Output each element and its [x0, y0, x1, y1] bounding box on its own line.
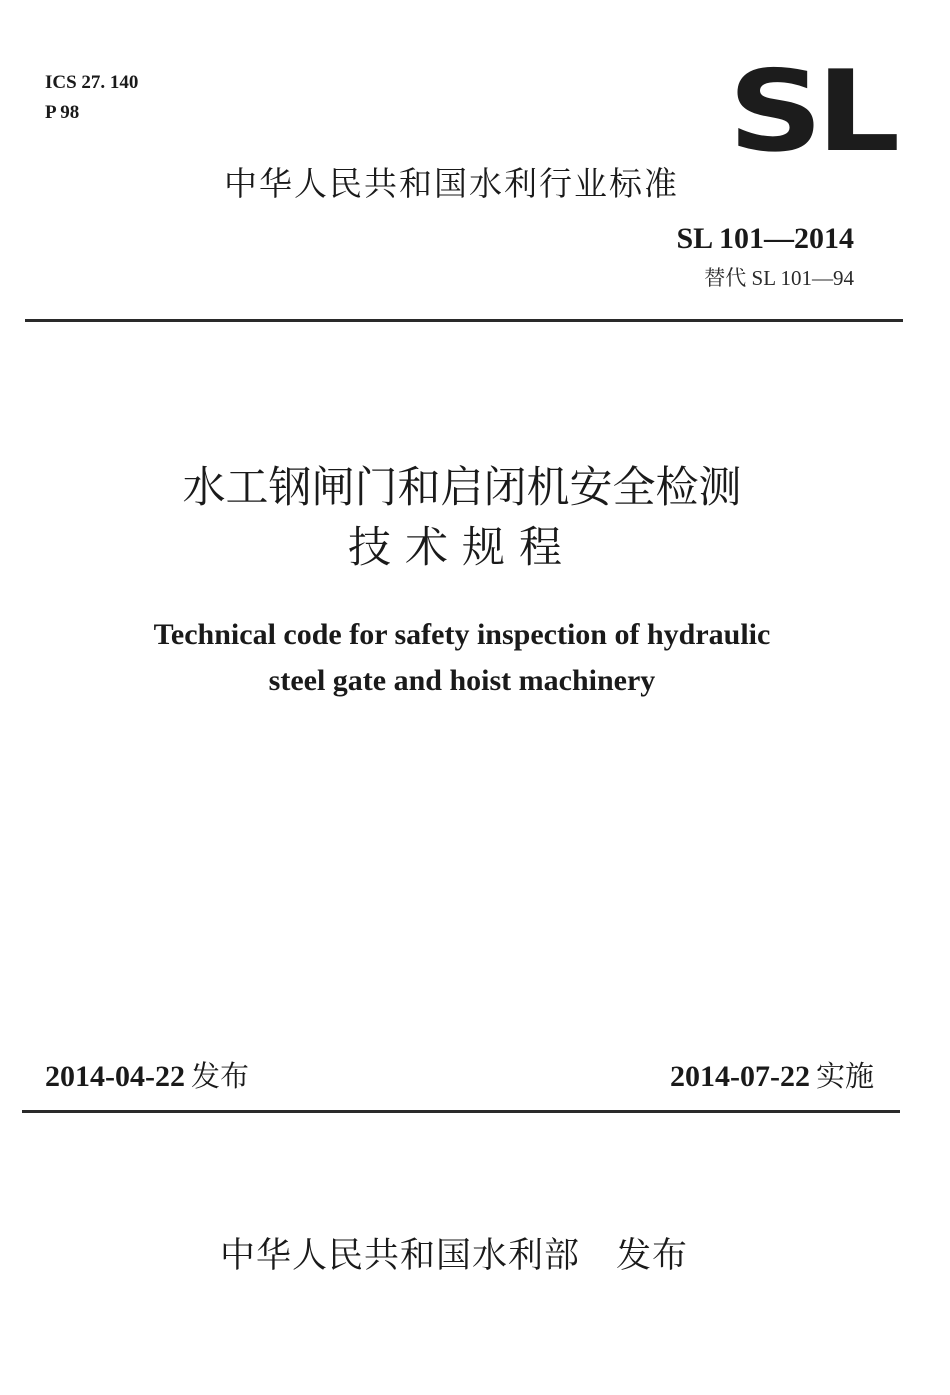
issue-date: 2014-04-22: [45, 1060, 185, 1093]
replaces-note: 替代 SL 101—94: [704, 266, 854, 290]
ccs-code: P 98: [45, 102, 80, 123]
classification-codes: [45, 68, 138, 128]
chinese-title: [0, 458, 924, 578]
chinese-title-line-2: 技术规程: [348, 523, 576, 573]
publisher-name: 中华人民共和国水利部: [220, 1236, 581, 1276]
implementation-date-block: [670, 1054, 874, 1095]
publish-label: 发布: [616, 1236, 689, 1276]
bottom-divider: [22, 1110, 900, 1113]
sl-logo: SL: [728, 47, 894, 177]
publisher-line: [220, 1228, 688, 1278]
english-title-line-2: steel gate and hoist machinery: [268, 664, 656, 697]
ics-code: ICS 27. 140: [45, 72, 139, 93]
english-title: [0, 612, 924, 704]
issue-label: 发布: [190, 1059, 249, 1093]
implementation-date: 2014-07-22: [670, 1060, 810, 1093]
issue-date-block: [45, 1054, 249, 1095]
english-title-line-1: Technical code for safety inspection of hydraulic: [153, 618, 771, 651]
industry-standard-heading: 中华人民共和国水利行业标准: [224, 164, 679, 203]
implementation-label: 实施: [815, 1059, 874, 1093]
chinese-title-line-1: 水工钢闸门和启闭机安全检测: [182, 463, 742, 513]
top-divider: [25, 319, 903, 322]
standard-number: SL 101—2014: [676, 222, 854, 255]
